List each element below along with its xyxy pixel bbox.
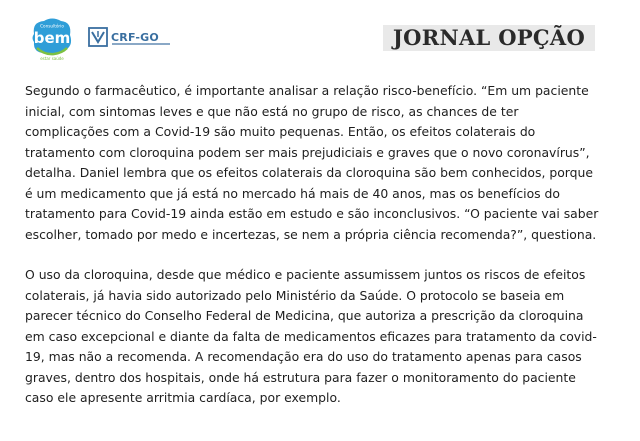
text-line: inicial, com sintomas leves e que não está no grupo de risco, as chances de ter xyxy=(25,103,519,119)
text-line: graves, dentro dos hospitais, onde há estrutura para fazer o monitoramento do paciente xyxy=(25,369,576,385)
text-line: em caso excepcional e diante da falta de medicamentos eficazes para tratamento da covid- xyxy=(25,328,597,344)
masthead: JORNAL OPÇÃO xyxy=(383,25,595,51)
header xyxy=(0,0,640,70)
bem-estar-logo xyxy=(28,14,76,62)
text-line: tratamento para Covid-19 ainda estão em estudo e são inconclusivos. “O paciente vai saber xyxy=(25,206,599,221)
text-line: colaterais, já havia sido autorizado pelo Ministério da Saúde. O protocolo se baseia em xyxy=(25,287,565,303)
bem-text: bem xyxy=(33,29,71,47)
text-line: tratamento com cloroquina podem ser mais prejudiciais e graves que o novo coronavírus”, xyxy=(25,144,590,160)
text-line: é um medicamento que já está no mercado há mais de 40 anos, mas os benefícios do xyxy=(25,185,561,201)
paragraph-1 xyxy=(25,81,617,245)
text-line: detalha. Daniel lembra que os efeitos colaterais da cloroquina são bem conhecidos, porque xyxy=(25,165,594,180)
paragraph-2 xyxy=(25,265,617,409)
text-line: escolher, tomado por medo e incertezas, se nem a própria ciência recomenda?”, questiona. xyxy=(25,226,597,242)
text-line: parecer técnico do Conselho Federal de Medicina, que autoriza a prescrição da cloroquina xyxy=(25,308,584,323)
text-line: Segundo o farmacêutico, é importante analisar a relação risco-benefício. “Em um paciente xyxy=(25,83,589,98)
text-line: 19, mas não a recomenda. A recomendação era do uso do tratamento apenas para casos xyxy=(25,349,582,364)
text-line: complicações com a Covid-19 são muito pequenas. Então, os efeitos colaterais do xyxy=(25,124,536,139)
bem-top-text: Consultório xyxy=(40,23,64,29)
crf-go-text: CRF-GO xyxy=(111,30,159,44)
crf-go-subline xyxy=(112,43,170,45)
article-body xyxy=(25,81,617,409)
text-line: caso ele apresente arritmia cardíaca, por exemplo. xyxy=(25,390,341,405)
crf-mark-icon xyxy=(88,27,108,47)
bem-bottom-text: estar saúde xyxy=(40,56,64,61)
text-line: O uso da cloroquina, desde que médico e paciente assumissem juntos os riscos de efeitos xyxy=(25,267,586,282)
